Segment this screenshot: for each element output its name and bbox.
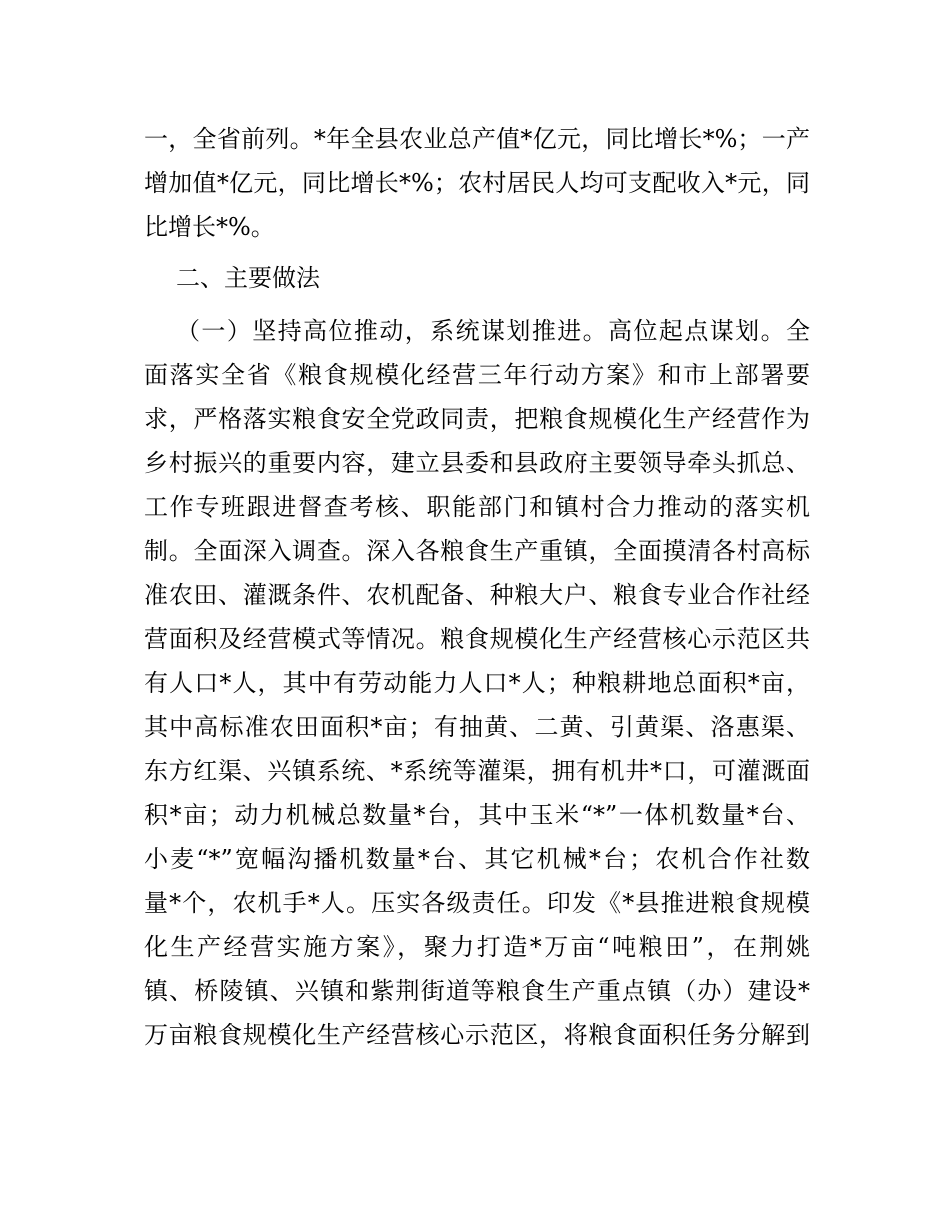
text-line: 准农田、灌溉条件、农机配备、种粮大户、粮食专业合作社经 [144,581,810,609]
text-line: 有人口*人，其中有劳动能力人口*人；种粮耕地总面积*亩， [144,669,810,697]
text-line: 一，全省前列。*年全县农业总产值*亿元，同比增长*%；一产 [144,125,810,153]
text-line: 万亩粮食规模化生产经营核心示范区，将粮食面积任务分解到 [144,1021,810,1049]
section-heading: 二、主要做法 [176,264,320,292]
text-line: 比增长*%。 [144,213,275,241]
text-line: 镇、桥陵镇、兴镇和紫荆街道等粮食生产重点镇（办）建设* [144,977,810,1005]
text-line: 营面积及经营模式等情况。粮食规模化生产经营核心示范区共 [144,625,810,653]
text-line: 其中高标准农田面积*亩；有抽黄、二黄、引黄渠、洛惠渠、 [144,713,810,741]
text-line: 乡村振兴的重要内容，建立县委和县政府主要领导牵头抓总、 [144,449,810,477]
text-line: 小麦“*”宽幅沟播机数量*台、其它机械*台；农机合作社数 [144,845,810,873]
text-line: 面落实全省《粮食规模化经营三年行动方案》和市上部署要 [144,361,810,389]
text-line: 求，严格落实粮食安全党政同责，把粮食规模化生产经营作为 [144,405,810,433]
text-line: 工作专班跟进督查考核、职能部门和镇村合力推动的落实机 [144,493,810,521]
text-line: 制。全面深入调查。深入各粮食生产重镇，全面摸清各村高标 [144,537,810,565]
text-line: 量*个，农机手*人。压实各级责任。印发《*县推进粮食规模 [144,889,810,917]
paragraph-first-line: （一）坚持高位推动，系统谋划推进。高位起点谋划。全 [176,317,810,345]
text-line: 化生产经营实施方案》，聚力打造*万亩“吨粮田”，在荆姚 [144,933,810,961]
text-line: 增加值*亿元，同比增长*%；农村居民人均可支配收入*元，同 [144,169,810,197]
text-line: 东方红渠、兴镇系统、*系统等灌渠，拥有机井*口，可灌溉面 [144,757,810,785]
text-line: 积*亩；动力机械总数量*台，其中玉米“*”一体机数量*台、 [144,801,810,829]
